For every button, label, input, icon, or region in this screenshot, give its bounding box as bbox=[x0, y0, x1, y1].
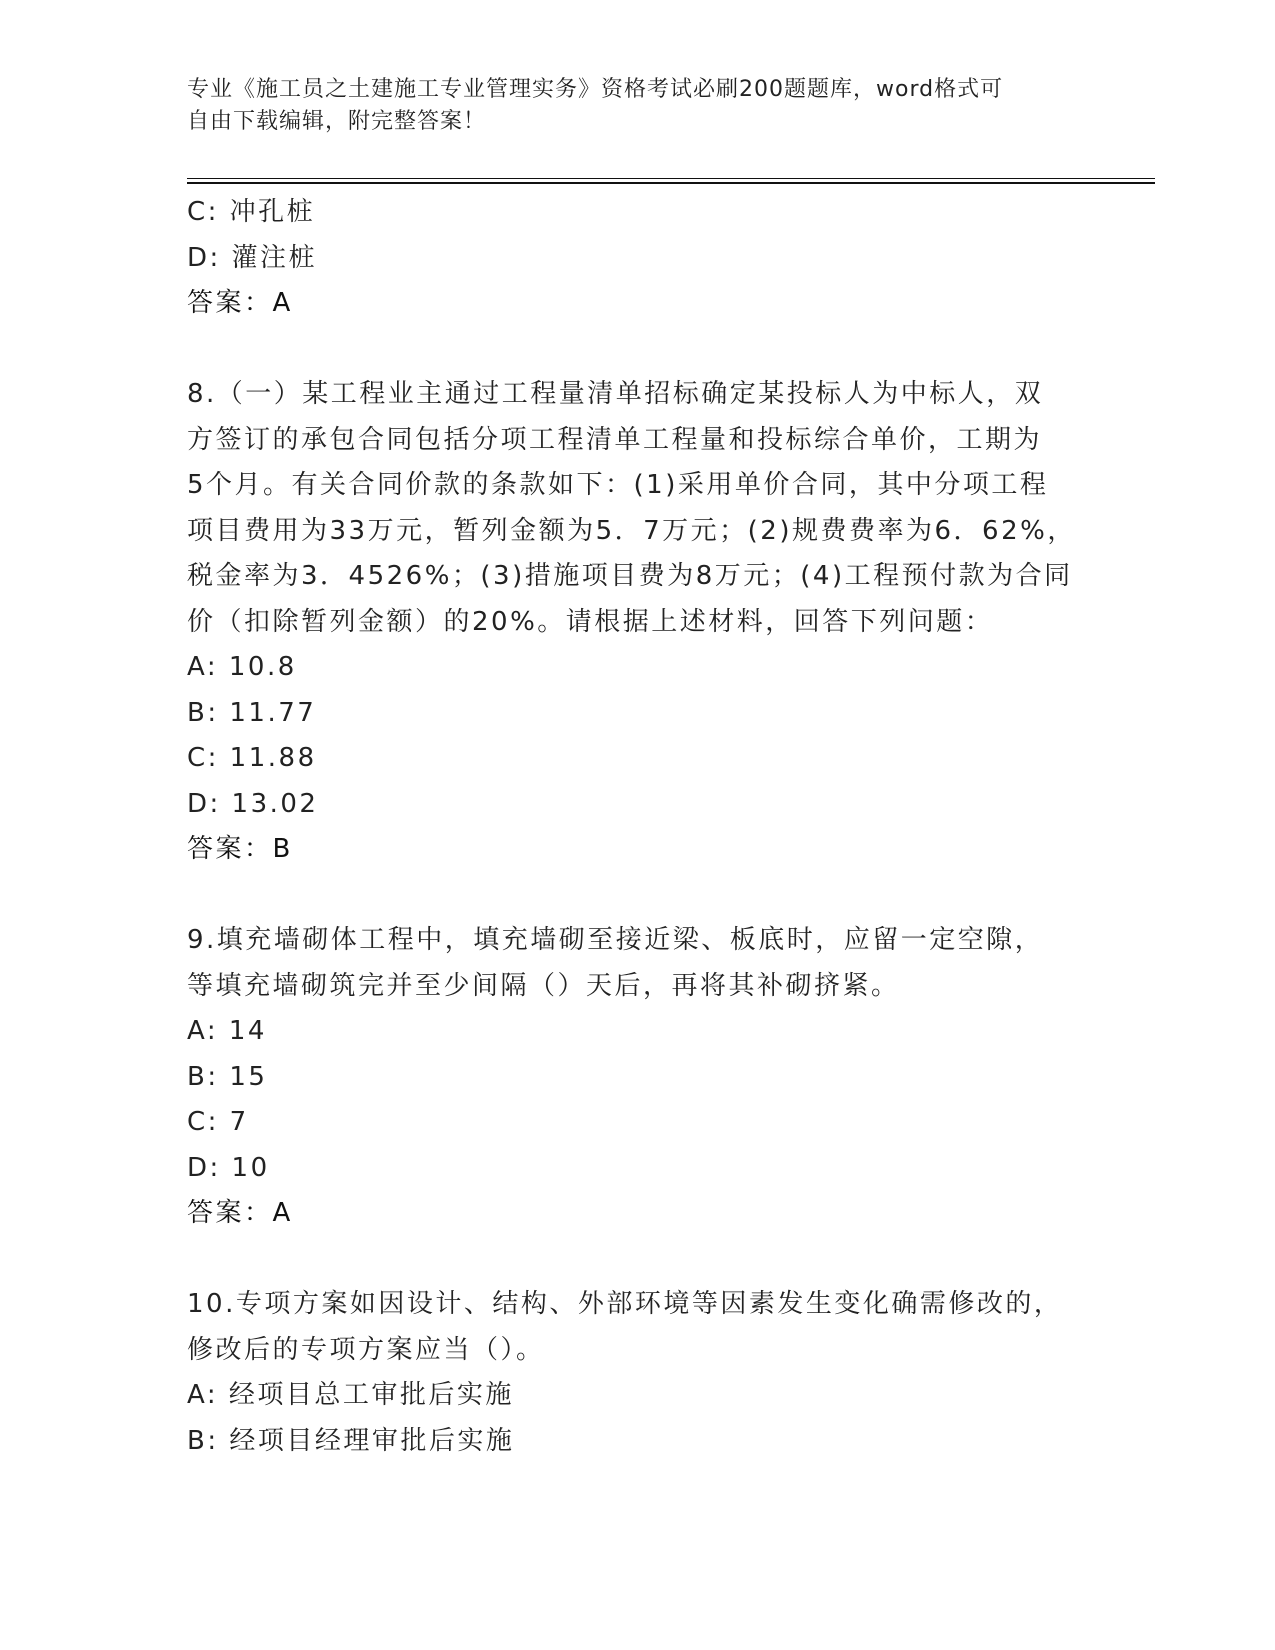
option-b: B: 经项目经理审批后实施 bbox=[187, 1425, 515, 1456]
answer-line: 答案：A bbox=[187, 1198, 293, 1228]
header-divider-thick bbox=[187, 182, 1155, 184]
document-header bbox=[187, 74, 1067, 138]
answer-line: 答案：A bbox=[187, 288, 293, 318]
question-10 bbox=[187, 1282, 1087, 1464]
question-text-line: 修改后的专项方案应当（）。 bbox=[187, 1334, 545, 1365]
option-c: C: 7 bbox=[187, 1107, 249, 1137]
option-d: D: 10 bbox=[187, 1152, 270, 1183]
question-text-line: 5个月。有关合同价款的条款如下：(1)采用单价合同，其中分项工程 bbox=[187, 470, 1049, 500]
spacer bbox=[187, 1237, 1087, 1283]
answer-line: 答案：B bbox=[187, 834, 293, 864]
question-text-line: 9.填充墙砌体工程中，填充墙砌至接近梁、板底时，应留一定空隙， bbox=[187, 925, 1044, 955]
question-8 bbox=[187, 372, 1087, 873]
question-text-line: 等填充墙砌筑完并至少间隔（）天后，再将其补砌挤紧。 bbox=[187, 970, 900, 1001]
spacer bbox=[187, 327, 1087, 373]
option-c: C: 11.88 bbox=[187, 743, 317, 773]
question-7 bbox=[187, 190, 1087, 327]
spacer bbox=[187, 873, 1087, 919]
option-b: B: 15 bbox=[187, 1061, 268, 1092]
option-d: D: 13.02 bbox=[187, 788, 319, 819]
option-a: A: 经项目总工审批后实施 bbox=[187, 1380, 514, 1410]
question-text-line: 价（扣除暂列金额）的20%。请根据上述材料，回答下列问题： bbox=[187, 606, 994, 637]
option-d: D: 灌注桩 bbox=[187, 242, 318, 273]
header-title-line-1: 专业《施工员之土建施工专业管理实务》资格考试必刷200题题库，word格式可 bbox=[187, 77, 1004, 102]
option-a: A: 14 bbox=[187, 1016, 267, 1046]
question-text-line: 税金率为3．4526%；(3)措施项目费为8万元；(4)工程预付款为合同 bbox=[187, 561, 1073, 591]
header-divider-thin bbox=[187, 178, 1155, 179]
question-text-line: 8.（一）某工程业主通过工程量清单招标确定某投标人为中标人，双 bbox=[187, 379, 1044, 409]
option-b: B: 11.77 bbox=[187, 697, 317, 728]
option-a: A: 10.8 bbox=[187, 652, 297, 682]
question-text-line: 10.专项方案如因设计、结构、外部环境等因素发生变化确需修改的， bbox=[187, 1289, 1063, 1319]
question-text-line: 方签订的承包合同包括分项工程清单工程量和投标综合单价，工期为 bbox=[187, 424, 1043, 455]
option-c: C: 冲孔桩 bbox=[187, 197, 316, 227]
question-text-line: 项目费用为33万元，暂列金额为5．7万元；(2)规费费率为6．62%， bbox=[187, 515, 1076, 546]
document-body bbox=[187, 190, 1087, 1464]
header-title-line-2: 自由下载编辑，附完整答案！ bbox=[187, 109, 487, 134]
question-9 bbox=[187, 918, 1087, 1237]
